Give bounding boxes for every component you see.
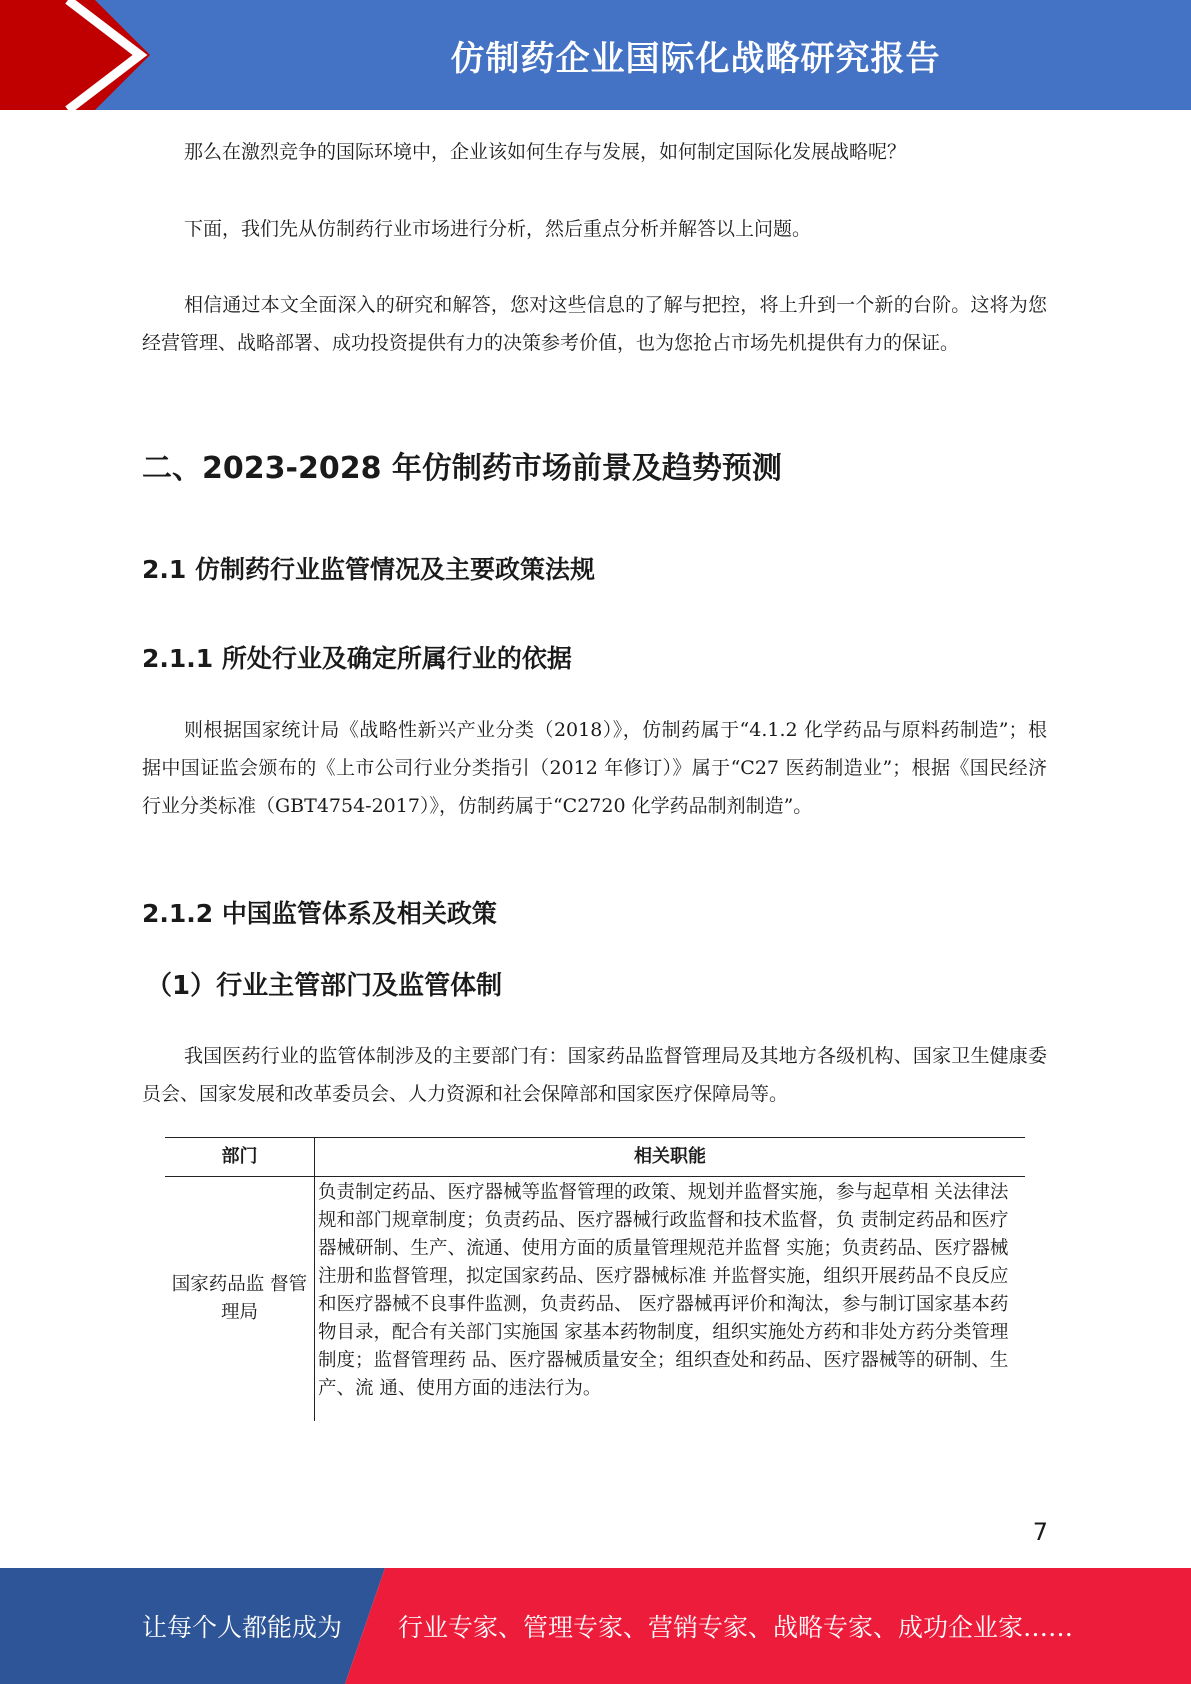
footer-slogan-right: 行业专家、管理专家、营销专家、战略专家、成功企业家…… [398, 1613, 1074, 1642]
column-header-duties: 相关职能 [315, 1138, 1026, 1177]
footer-banner [0, 1568, 1191, 1684]
paragraph-regulators: 我国医药行业的监管体制涉及的主要部门有：国家药品监督管理局及其地方各级机构、国家卫生健康委员会、国家发展和改革委员会、人力资源和社会保障部和国家医疗保障局等。 [142, 1045, 1047, 1105]
header-banner [0, 0, 1191, 110]
section-heading-2-1-2: 2.1.2 中国监管体系及相关政策 [142, 899, 497, 928]
footer-slogan-left: 让每个人都能成为 [142, 1613, 343, 1642]
report-title: 仿制药企业国际化战略研究报告 [450, 38, 941, 79]
section-heading-2-1: 2.1 仿制药行业监管情况及主要政策法规 [142, 555, 595, 584]
paragraph-analysis-plan: 下面，我们先从仿制药行业市场进行分析，然后重点分析并解答以上问题。 [184, 218, 812, 240]
paragraph-industry-classification: 则根据国家统计局《战略性新兴产业分类（2018）》，仿制药属于“4.1.2 化学药品与原料药制造”；根据中国证监会颁布的《上市公司行业分类指引（2012 年修订）》属于“C27 医药制造业”；根据《国民经济行业分类标准（GBT4754-2017）》，仿制药属于“C2720 化学药品制剂制造”。 [142, 719, 1047, 817]
table-header-row [165, 1138, 1025, 1177]
subsection-heading-1: （1）行业主管部门及监管体制 [146, 971, 503, 1001]
paragraph-value-statement: 相信通过本文全面深入的研究和解答，您对这些信息的了解与把控，将上升到一个新的台阶。这将为您经营管理、战略部署、成功投资提供有力的决策参考价值，也为您抢占市场先机提供有力的保证。 [142, 294, 1047, 354]
duties-cell: 负责制定药品、医疗器械等监督管理的政策、规划并监督实施，参与起草相 关法律法规和部门规章制度；负责药品、医疗器械行政监督和技术监督，负 责制定药品和医疗器械研制、生产、流通、使用方面的质量管理规范并监督 实施；负责药品、医疗器械注册和监督管理，拟定国家药品、医疗器械标准 并监督实施，组织开展药品不良反应和医疗器械不良事件监测，负责药品、 医疗器械再评价和淘汰，参与制订国家基本药物目录，配合有关部门实施国 家基本药物制度，组织实施处方药和非处方药分类管理制度；监督管理药 品、医疗器械质量安全；组织查处和药品、医疗器械等的研制、生产、流 通、使用方面的违法行为。 [318, 1182, 1009, 1399]
section-heading-2-1-1: 2.1.1 所处行业及确定所属行业的依据 [142, 644, 572, 673]
column-header-department: 部门 [165, 1138, 315, 1177]
paragraph-intro-question: 那么在激烈竞争的国际环境中，企业该如何生存与发展，如何制定国际化发展战略呢？ [184, 141, 907, 163]
page-number: 7 [1032, 1518, 1048, 1546]
red-chevron-icon [0, 0, 160, 110]
table-row [165, 1177, 1025, 1422]
department-cell: 国家药品监 督管理局 [165, 1177, 315, 1422]
regulator-table [165, 1137, 1025, 1421]
section-heading-2: 二、2023-2028 年仿制药市场前景及趋势预测 [142, 451, 782, 486]
